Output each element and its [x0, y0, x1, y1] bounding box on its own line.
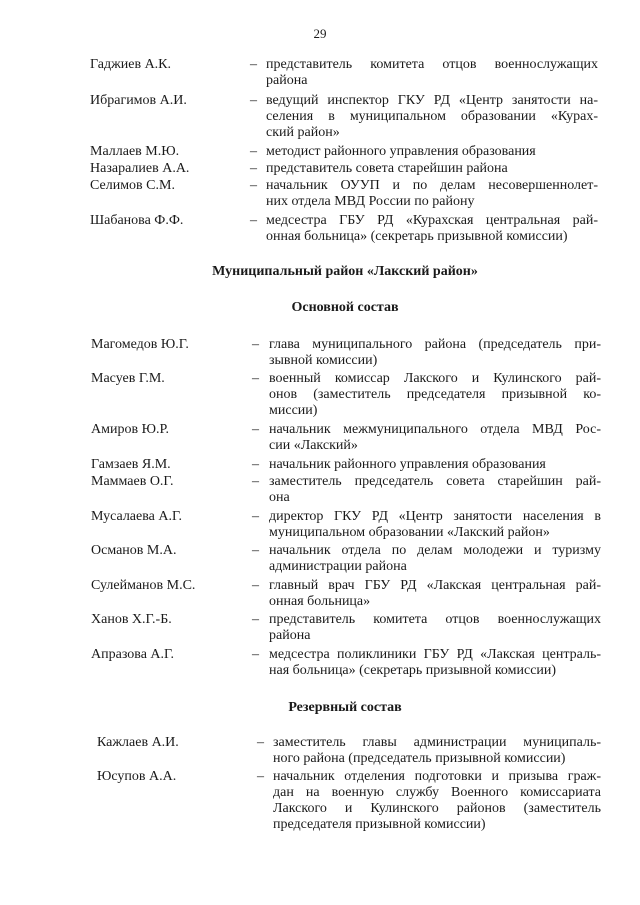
member-role [266, 93, 598, 141]
member-role [269, 337, 601, 369]
role-line: представитель комитета отцов военнослужащих [269, 612, 601, 627]
district-heading: Муниципальный район «Лакский район» [212, 264, 478, 279]
dash-separator: – [252, 647, 259, 662]
member-name: Амиров Ю.Р. [91, 422, 169, 437]
member-role [266, 161, 598, 177]
dash-separator: – [257, 735, 264, 750]
role-line: ная больница» (секретарь призывной комиссии) [269, 663, 557, 678]
dash-separator: – [250, 161, 257, 176]
dash-separator: – [257, 769, 264, 784]
dash-separator: – [252, 422, 259, 437]
role-line: начальник отделения подготовки и призыва граж- [273, 769, 601, 784]
member-name: Маллаев М.Ю. [90, 144, 180, 159]
role-line: онная больница» [269, 594, 371, 609]
member-role [269, 422, 601, 454]
member-name: Сулейманов М.С. [91, 578, 196, 593]
role-line: директор ГКУ РД «Центр занятости населения в [269, 509, 601, 524]
member-name: Мусалаева А.Г. [91, 509, 182, 524]
role-line: дан на военную службу Военного комиссариата [273, 785, 601, 800]
role-line: миссии) [269, 403, 318, 418]
member-role [269, 457, 601, 473]
role-line: представитель совета старейшин района [266, 161, 508, 176]
role-line: главный врач ГБУ РД «Лакская центральная рай- [269, 578, 601, 593]
member-name: Апразова А.Г. [91, 647, 175, 662]
member-name: Юсупов А.А. [97, 769, 177, 784]
dash-separator: – [252, 612, 259, 627]
main-composition-heading: Основной состав [291, 300, 399, 315]
role-line: начальник районного управления образования [269, 457, 546, 472]
member-name: Селимов С.М. [90, 178, 175, 193]
role-line: начальник ОУУП и по делам несовершеннолет- [266, 178, 598, 193]
role-line: начальник межмуниципального отдела МВД Рос- [269, 422, 601, 437]
member-name: Гаджиев А.К. [90, 57, 172, 72]
member-name: Ибрагимов А.И. [90, 93, 187, 108]
member-name: Назаралиев А.А. [90, 161, 190, 176]
member-name: Османов М.А. [91, 543, 177, 558]
reserve-composition-heading: Резервный состав [288, 700, 402, 715]
role-line: председателя призывной комиссии) [273, 817, 486, 832]
role-line: ский район» [266, 125, 340, 140]
dash-separator: – [252, 543, 259, 558]
member-role [269, 474, 601, 506]
member-role [273, 735, 601, 767]
role-line: онов (заместитель председателя призывной ко- [269, 387, 601, 402]
role-line: глава муниципального района (председатель при- [269, 337, 601, 352]
role-line: заместитель председатель совета старейшин рай- [269, 474, 601, 489]
dash-separator: – [252, 337, 259, 352]
member-role [273, 769, 601, 833]
member-name: Маммаев О.Г. [91, 474, 174, 489]
role-line: военный комиссар Лакского и Кулинского рай- [269, 371, 601, 386]
role-line: района [269, 628, 311, 643]
role-line: ного района (председатель призывной комиссии) [273, 751, 566, 766]
role-line: муниципальном образовании «Лакский район» [269, 525, 550, 540]
dash-separator: – [250, 178, 257, 193]
role-line: методист районного управления образования [266, 144, 536, 159]
dash-separator: – [250, 144, 257, 159]
dash-separator: – [250, 213, 257, 228]
member-role [266, 57, 598, 89]
role-line: начальник отдела по делам молодежи и туризму [269, 543, 601, 558]
role-line: администрации района [269, 559, 407, 574]
dash-separator: – [252, 509, 259, 524]
role-line: сии «Лакский» [269, 438, 358, 453]
dash-separator: – [252, 457, 259, 472]
member-role [269, 647, 601, 679]
member-role [269, 509, 601, 541]
member-role [269, 612, 601, 644]
member-name: Гамзаев Я.М. [91, 457, 171, 472]
dash-separator: – [252, 474, 259, 489]
role-line: онная больница» (секретарь призывной комиссии) [266, 229, 568, 244]
page-number: 29 [313, 26, 327, 41]
role-line: района [266, 73, 308, 88]
role-line: заместитель главы администрации муниципаль- [273, 735, 601, 750]
member-role [266, 178, 598, 210]
member-name: Магомедов Ю.Г. [91, 337, 189, 352]
dash-separator: – [252, 578, 259, 593]
dash-separator: – [250, 57, 257, 72]
role-line: селения в муниципальном образовании «Курах- [266, 109, 598, 124]
role-line: она [269, 490, 290, 505]
dash-separator: – [252, 371, 259, 386]
role-line: медсестра поликлиники ГБУ РД «Лакская централь- [269, 647, 601, 662]
member-role [269, 543, 601, 575]
member-name: Шабанова Ф.Ф. [90, 213, 184, 228]
role-line: Лакского и Кулинского районов (заместитель [273, 801, 601, 816]
role-line: представитель комитета отцов военнослужащих [266, 57, 598, 72]
role-line: зывной комиссии) [269, 353, 378, 368]
member-role [266, 144, 598, 160]
member-role [269, 578, 601, 610]
member-role [266, 213, 598, 245]
role-line: медсестра ГБУ РД «Курахская центральная рай- [266, 213, 598, 228]
member-name: Масуев Г.М. [91, 371, 165, 386]
dash-separator: – [250, 93, 257, 108]
member-role [269, 371, 601, 419]
role-line: них отдела МВД России по району [266, 194, 475, 209]
member-name: Ханов Х.Г.-Б. [91, 612, 172, 627]
role-line: ведущий инспектор ГКУ РД «Центр занятости на- [266, 93, 598, 108]
member-name: Кажлаев А.И. [97, 735, 179, 750]
